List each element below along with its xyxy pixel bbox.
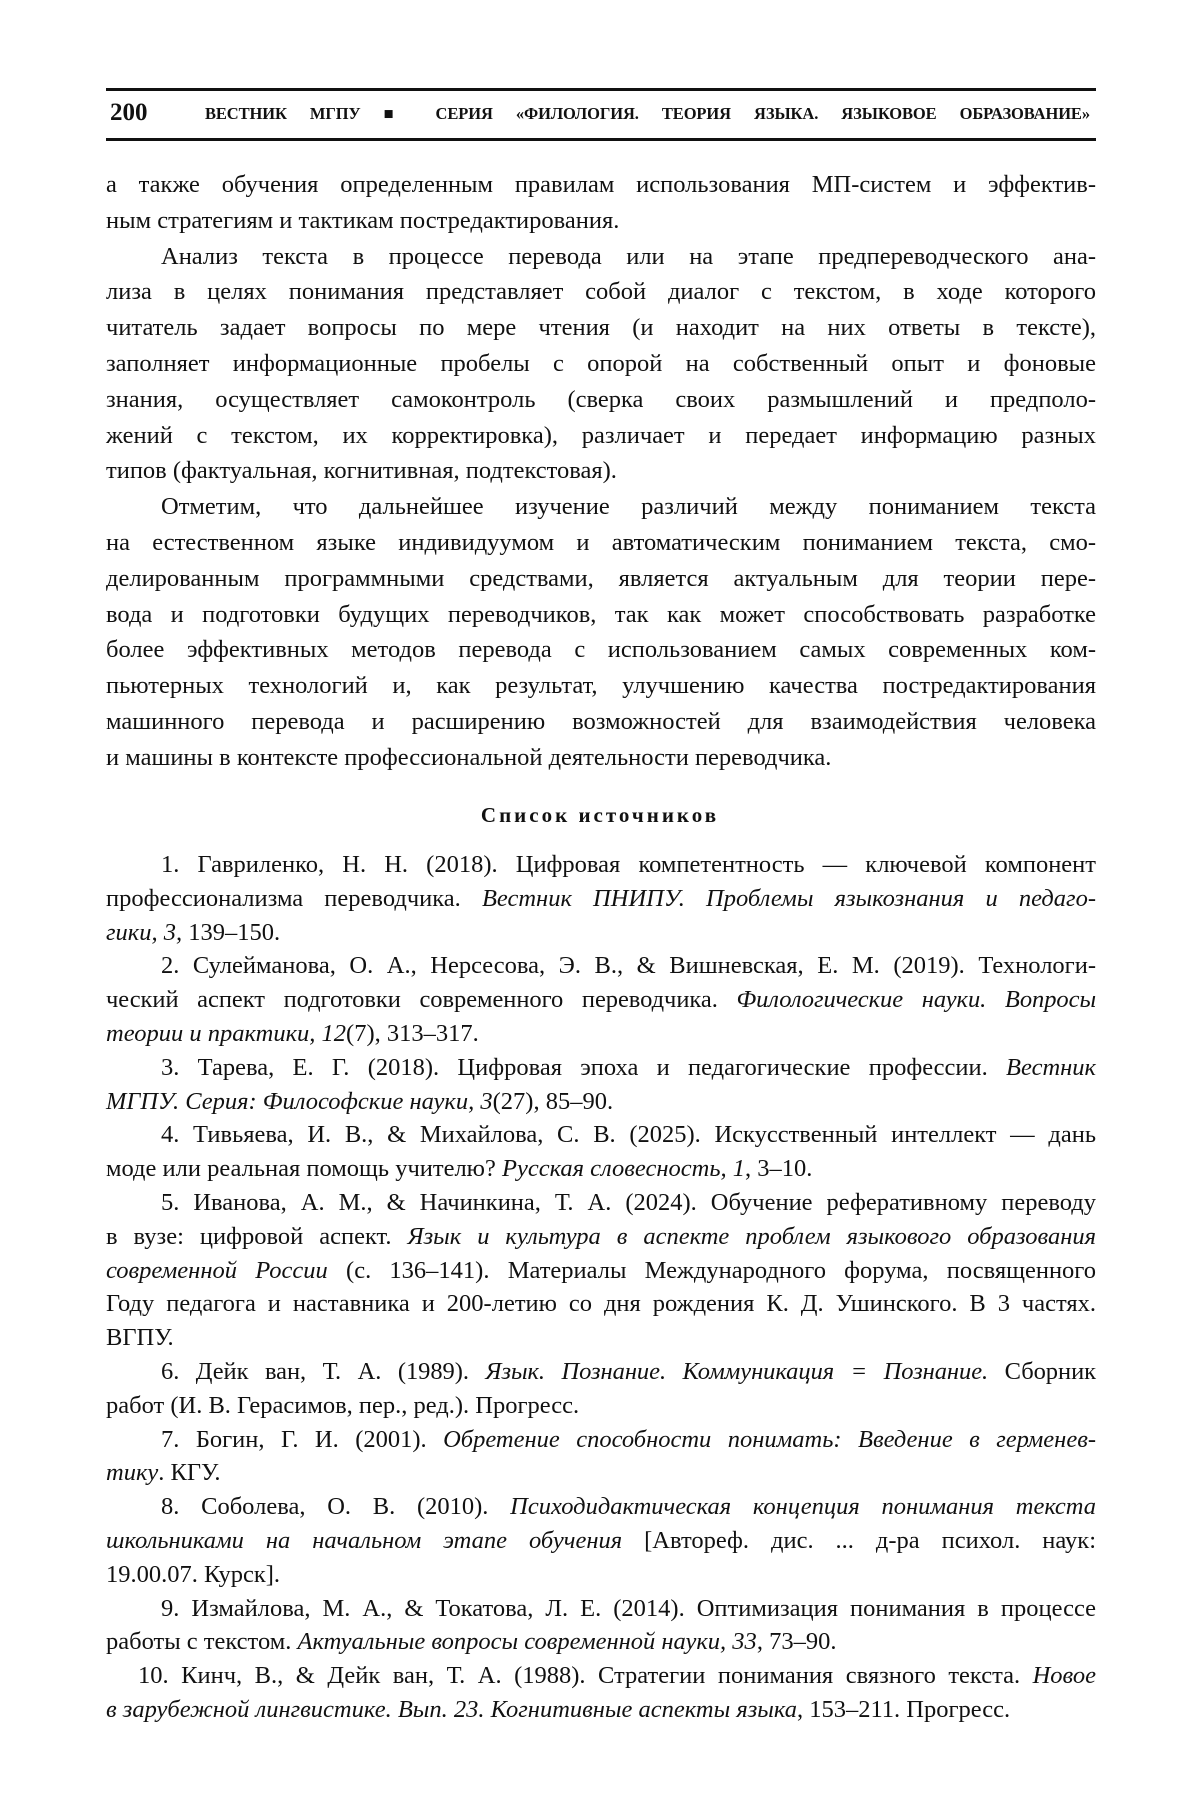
reference-item [106, 949, 1096, 1050]
reference-text: 10. Кинч, В., & Дейк ван, Т. А. (1988). Стратегии понимания связного текста. [138, 1662, 1033, 1689]
reference-source-italic: Вестник [1006, 1054, 1096, 1081]
text-line: жений с текстом, их корректировка), различает и передает информацию разных [106, 418, 1096, 454]
reference-item [106, 1118, 1096, 1186]
text-line: читатель задает вопросы по мере чтения (и находит на них ответы в тексте), [106, 310, 1096, 346]
page-number: 200 [110, 99, 148, 127]
reference-text: ВГПУ. [106, 1324, 174, 1351]
reference-source-italic: Язык. Познание. Коммуникация = Познание. [485, 1358, 988, 1385]
reference-line [106, 949, 1096, 983]
reference-text: , 153–211. Прогресс. [797, 1696, 1010, 1723]
reference-source-italic: школьниками на начальном этапе обучения [106, 1527, 622, 1554]
reference-source-italic: Психодидактическая концепция понимания текста [510, 1493, 1096, 1520]
reference-line [106, 1423, 1096, 1457]
reference-source-italic: Русская словесность, 1 [502, 1155, 745, 1182]
reference-line [106, 983, 1096, 1017]
references-list [106, 848, 1096, 1727]
reference-text: , 73–90. [757, 1628, 837, 1655]
reference-text: профессионализма переводчика. [106, 885, 482, 912]
reference-text: 8. Соболева, О. В. (2010). [161, 1493, 510, 1520]
text-line: Анализ текста в процессе перевода или на этапе предпереводческого ана- [106, 239, 1096, 275]
reference-text: 7. Богин, Г. И. (2001). [161, 1426, 443, 1453]
reference-source-italic: Обретение способности понимать: Введение в герменев- [443, 1426, 1096, 1453]
reference-line [106, 1524, 1096, 1558]
reference-text: 1. Гавриленко, Н. Н. (2018). Цифровая компетентность — ключевой компонент [161, 851, 1096, 878]
reference-text: работы с текстом. [106, 1628, 297, 1655]
reference-text: 3. Тарева, Е. Г. (2018). Цифровая эпоха и педагогические профессии. [161, 1054, 1006, 1081]
text-line: более эффективных методов перевода с использованием самых современных ком- [106, 632, 1096, 668]
text-line: а также обучения определенным правилам использования МП-систем и эффектив- [106, 167, 1096, 203]
reference-text: . КГУ. [158, 1459, 220, 1486]
reference-source-italic: в зарубежной лингвистике. Вып. 23. Когнитивные аспекты языка [106, 1696, 797, 1723]
reference-item [106, 1355, 1096, 1423]
text-line: пьютерных технологий и, как результат, улучшению качества постредактирования [106, 668, 1096, 704]
text-line: ным стратегиям и тактикам постредактирования. [106, 203, 1096, 239]
reference-source-italic: Актуальные вопросы современной науки, 33 [297, 1628, 756, 1655]
reference-line [106, 1592, 1096, 1626]
reference-text: Сборник [988, 1358, 1096, 1385]
reference-line [106, 1017, 1096, 1051]
reference-line [106, 1625, 1096, 1659]
reference-item [106, 848, 1096, 949]
reference-source-italic: тику [106, 1459, 158, 1486]
reference-text: 4. Тивьяева, И. В., & Михайлова, С. В. (2025). Искусственный интеллект — дань [161, 1121, 1096, 1148]
reference-line [106, 1051, 1096, 1085]
reference-source-italic: гики, 3, [106, 919, 182, 946]
reference-line [106, 1254, 1096, 1288]
reference-text: моде или реальная помощь учителю? [106, 1155, 502, 1182]
reference-item [106, 1490, 1096, 1591]
text-line: знания, осуществляет самоконтроль (сверка своих размышлений и предполо- [106, 382, 1096, 418]
reference-item [106, 1659, 1096, 1727]
reference-text: 139–150. [182, 919, 280, 946]
paragraph [106, 239, 1096, 490]
reference-text: (с. 136–141). Материалы Международного форума, посвященного [328, 1257, 1096, 1284]
reference-text: 2. Сулейманова, О. А., Нерсесова, Э. В., & Вишневская, Е. М. (2019). Технологи- [161, 952, 1096, 979]
reference-text: (27), 85–90. [493, 1088, 613, 1115]
reference-source-italic: Язык и культура в аспекте проблем языкового образования [408, 1223, 1097, 1250]
reference-item [106, 1423, 1096, 1491]
text-line: делированным программными средствами, является актуальным для теории пере- [106, 561, 1096, 597]
reference-source-italic: Филологические науки. Вопросы [736, 986, 1096, 1013]
text-line: Отметим, что дальнейшее изучение различий между пониманием текста [106, 489, 1096, 525]
reference-source-italic: МГПУ. Серия: Философские науки, 3 [106, 1088, 493, 1115]
reference-text: работ (И. В. Герасимов, пер., ред.). Прогресс. [106, 1392, 579, 1419]
reference-line [106, 1118, 1096, 1152]
text-line: типов (фактуальная, когнитивная, подтекстовая). [106, 453, 1096, 489]
reference-text: , 3–10. [745, 1155, 812, 1182]
text-line: и машины в контексте профессиональной деятельности переводчика. [106, 740, 1096, 776]
reference-text: [Автореф. дис. ... д-ра психол. наук: [622, 1527, 1096, 1554]
references-heading: Список источников [0, 803, 1200, 828]
header-rule-bottom [106, 138, 1096, 141]
reference-source-italic: теории и практики, 12 [106, 1020, 346, 1047]
reference-text: Году педагога и наставника и 200-летию со дня рождения К. Д. Ушинского. В 3 частях. [106, 1290, 1096, 1317]
reference-text: ческий аспект подготовки современного переводчика. [106, 986, 736, 1013]
reference-line [106, 1186, 1096, 1220]
paragraph [106, 167, 1096, 239]
reference-line [106, 1389, 1096, 1423]
reference-line [106, 1693, 1096, 1727]
running-title: ВЕСТНИК МГПУ ■ СЕРИЯ «ФИЛОЛОГИЯ. ТЕОРИЯ ЯЗЫКА. ЯЗЫКОВОЕ ОБРАЗОВАНИЕ» [205, 104, 1090, 124]
paragraph [106, 489, 1096, 775]
reference-item [106, 1592, 1096, 1660]
reference-text: 19.00.07. Курск]. [106, 1561, 280, 1588]
reference-source-italic: современной России [106, 1257, 328, 1284]
reference-line [106, 882, 1096, 916]
text-line: машинного перевода и расширению возможностей для взаимодействия человека [106, 704, 1096, 740]
reference-item [106, 1186, 1096, 1355]
reference-line [106, 1152, 1096, 1186]
text-line: лиза в целях понимания представляет собой диалог с текстом, в ходе которого [106, 274, 1096, 310]
reference-line [106, 1321, 1096, 1355]
reference-line [106, 1085, 1096, 1119]
reference-text: 6. Дейк ван, Т. А. (1989). [161, 1358, 485, 1385]
header-rule-top [106, 88, 1096, 91]
reference-text: 9. Измайлова, М. А., & Токатова, Л. Е. (2014). Оптимизация понимания в процессе [161, 1595, 1096, 1622]
reference-text: (7), 313–317. [346, 1020, 479, 1047]
body-text [106, 167, 1096, 776]
reference-line [106, 1456, 1096, 1490]
text-line: заполняет информационные пробелы с опорой на собственный опыт и фоновые [106, 346, 1096, 382]
reference-source-italic: Вестник ПНИПУ. Проблемы языкознания и педаго- [482, 885, 1096, 912]
reference-line [106, 1490, 1096, 1524]
reference-line [106, 1287, 1096, 1321]
reference-line [106, 1659, 1096, 1693]
reference-line [106, 1355, 1096, 1389]
reference-item [106, 1051, 1096, 1119]
reference-line [106, 848, 1096, 882]
reference-line [106, 1220, 1096, 1254]
reference-line [106, 916, 1096, 950]
reference-source-italic: Новое [1033, 1662, 1096, 1689]
reference-text: 5. Иванова, А. М., & Начинкина, Т. А. (2024). Обучение реферативному переводу [161, 1189, 1096, 1216]
reference-line [106, 1558, 1096, 1592]
reference-text: в вузе: цифровой аспект. [106, 1223, 408, 1250]
text-line: на естественном языке индивидуумом и автоматическим пониманием текста, смо- [106, 525, 1096, 561]
text-line: вода и подготовки будущих переводчиков, так как может способствовать разработке [106, 597, 1096, 633]
